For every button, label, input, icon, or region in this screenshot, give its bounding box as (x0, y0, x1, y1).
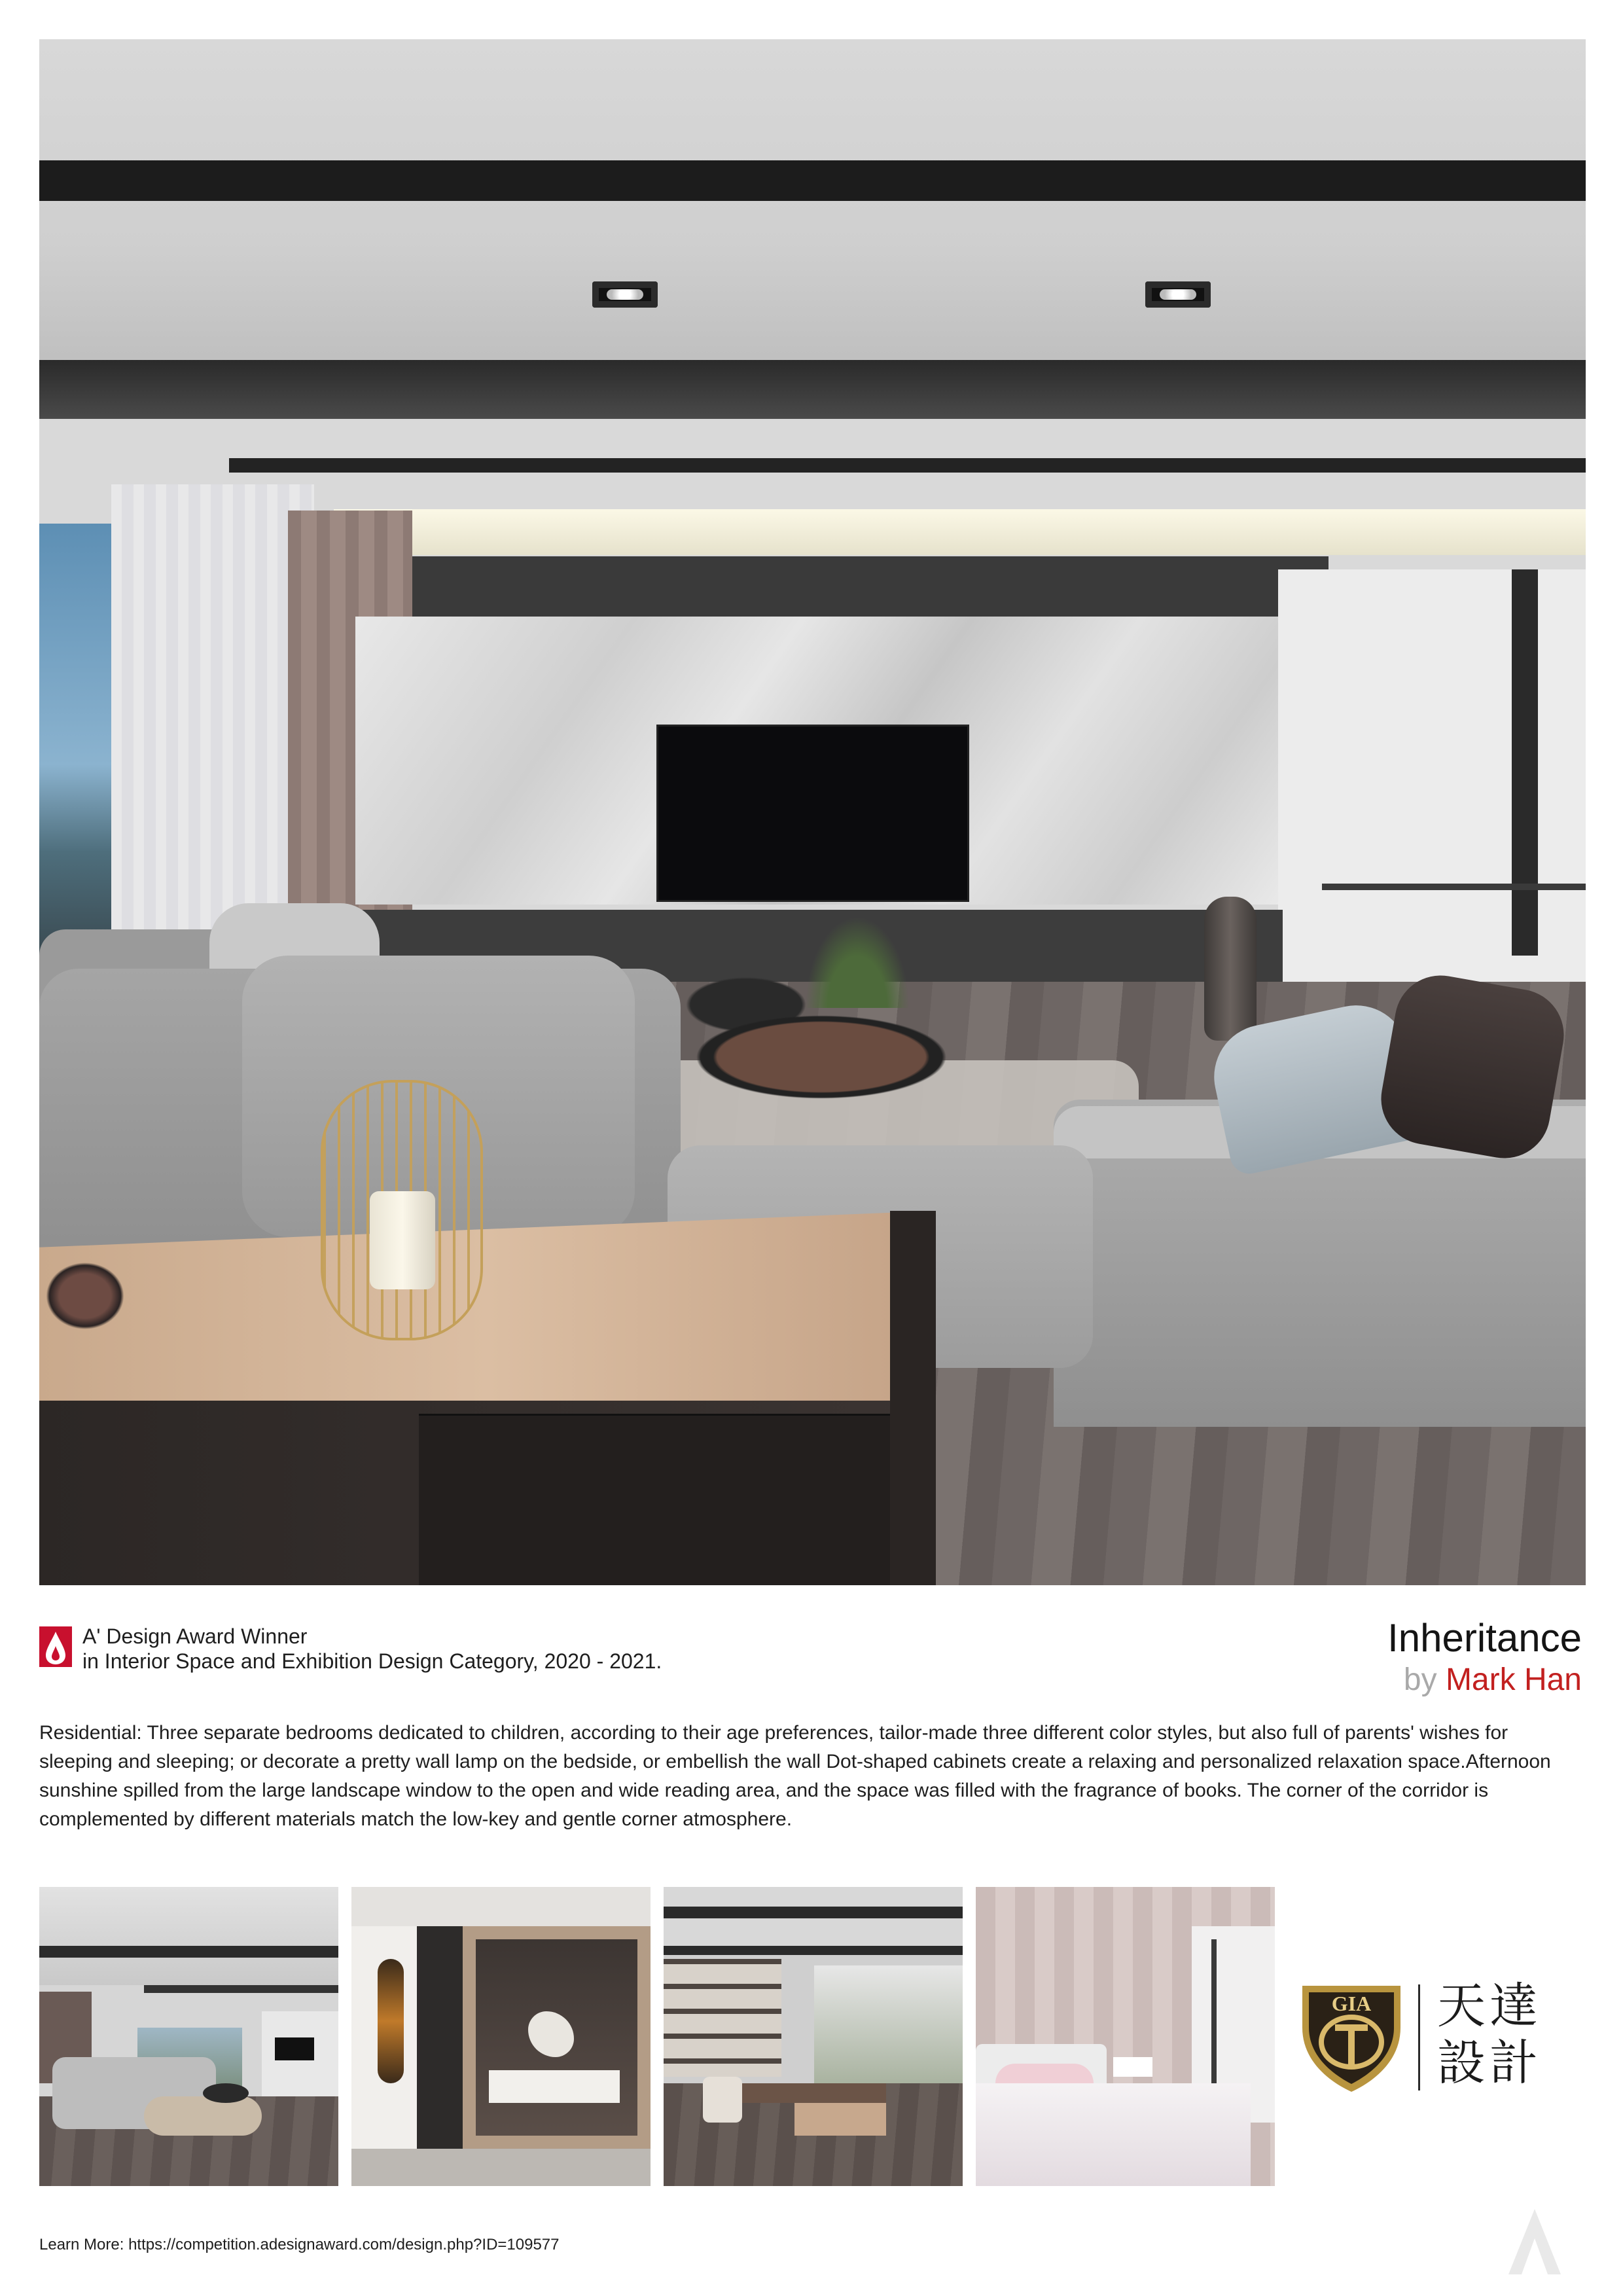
designer-name: Mark Han (1445, 1662, 1582, 1697)
award-watermark-icon (1505, 2206, 1564, 2278)
brand-name-line2: 設計 (1437, 2036, 1542, 2090)
thumbnail-study (664, 1887, 963, 2186)
thumbnail-living-room (39, 1887, 338, 2186)
thumbnail-entrance (351, 1887, 651, 2186)
learn-more-link[interactable]: Learn More: https://competition.adesignaward.com/design.php?ID=109577 (39, 2236, 560, 2253)
hero-photo (39, 39, 1586, 1585)
award-category-label: in Interior Space and Exhibition Design Category, 2020 - 2021. (82, 1649, 662, 1673)
award-winner-label: A' Design Award Winner (82, 1624, 308, 1648)
by-prefix: by (1403, 1662, 1437, 1697)
project-title: Inheritance (1387, 1616, 1582, 1660)
brand-divider (1418, 1984, 1420, 2090)
project-description: Residential: Three separate bedrooms dedicated to children, according to their age preferences, tailor-made three different color styles, but also full of parents' wishes for sleeping and sleeping; or decorate a pretty wall lamp on the bedside, or embellish the wall Dot-shaped cabinets create a relaxing and personalized relaxation space.Afternoon sunshine spilled from the large landscape window to the open and wide reading area, and the space was filled with the fragrance of books. The corner of the corridor is complemented by different materials match the low-key and gentle corner atmosphere. (39, 1722, 1551, 1830)
gia-badge-text: GIA (1331, 1992, 1372, 2015)
thumbnail-bedroom (976, 1887, 1275, 2186)
tv-screen (658, 726, 967, 900)
designer-byline (1404, 1662, 1582, 1698)
award-logo-icon (39, 1626, 72, 1667)
brand-name-line1: 天達 (1437, 1979, 1542, 2033)
